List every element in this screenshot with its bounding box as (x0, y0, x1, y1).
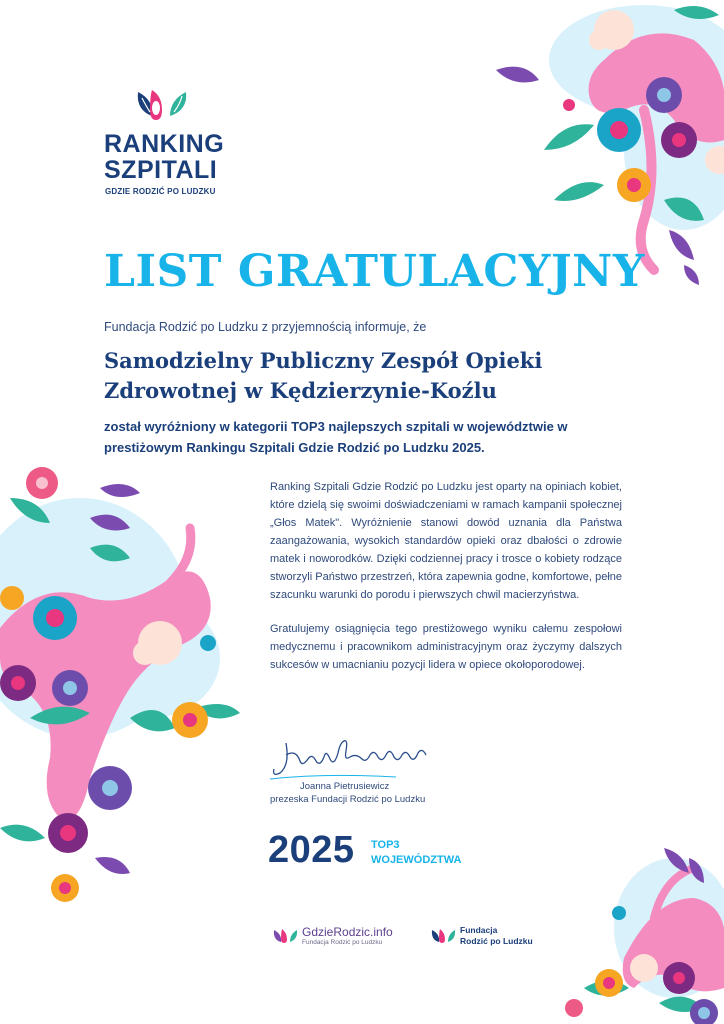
signatory-name: Joanna Pietrusiewicz (300, 781, 390, 792)
signatory-role: prezeska Fundacji Rodzić po Ludzku (270, 794, 426, 805)
fundacja-logo (430, 925, 550, 949)
gdzierodzic-subtitle: Fundacja Rodzić po Ludzku (302, 939, 383, 946)
fundacja-line1: Fundacja (460, 925, 498, 935)
gdzierodzic-logo (272, 925, 402, 949)
badge-year: 2025 (268, 829, 355, 871)
floral-decoration-bottom-right (564, 838, 724, 1024)
gdzierodzic-name: GdzieRodzic.info (302, 925, 393, 939)
body-paragraph-1: Ranking Szpitali Gdzie Rodzić po Ludzku jest oparty na opiniach kobiet, które dzielą się swoimi doświadczeniami w ramach kampanii społecznej „Głos Matek". Wyróżnienie stanowi dowód uznania dla Państwa zaangażowania, wysokich standardów opieki oraz dbałości o zdrowie matek i noworodków. Dzięki codziennej pracy i trosce o kobiety rodzące stworzyli Państwo przestrzeń, która zapewnia godne, komfortowe, pełne szacunku warunki do porodu i pierwszych chwil macierzyństwa. (270, 481, 622, 601)
body-text (270, 478, 622, 690)
logo-title-line1: RANKING (104, 130, 225, 158)
hospital-name: Samodzielny Publiczny Zespół Opieki Zdrowotnej w Kędzierzynie-Koźlu (104, 348, 543, 403)
logo-title-line2: SZPITALI (104, 156, 218, 184)
certificate-title: LIST GRATULACYJNY (104, 246, 645, 297)
fundacja-line2: Rodzić po Ludzku (460, 936, 533, 946)
gdzierodzic-leaf-icon (272, 927, 298, 945)
fundacja-leaf-icon (430, 927, 456, 945)
handwritten-signature (266, 735, 436, 785)
logo-tagline: GDZIE RODZIĆ PO LUDZKU (105, 187, 216, 196)
badge-category (371, 838, 461, 868)
award-statement: został wyróżniony w kategorii TOP3 najlepszych szpitali w województwie w prestiżowym Rankingu Szpitali Gdzie Rodzić po Ludzku 2025. (104, 419, 568, 455)
fundacja-name (460, 925, 560, 947)
badge-line2: WOJEWÓDZTWA (371, 854, 462, 866)
badge-line1: TOP3 (371, 839, 400, 851)
floral-decoration-left (0, 458, 250, 928)
intro-text: Fundacja Rodzić po Ludzku z przyjemnością informuje, że (104, 320, 427, 334)
body-paragraph-2: Gratulujemy osiągnięcia tego prestiżowego wyniku całemu zespołowi medycznemu i pracownikom administracyjnym oraz życzymy dalszych sukcesów w umacnianiu pozycji lidera w opiece okołoporodowej. (270, 623, 622, 671)
logo-leaf-icon (134, 86, 190, 126)
